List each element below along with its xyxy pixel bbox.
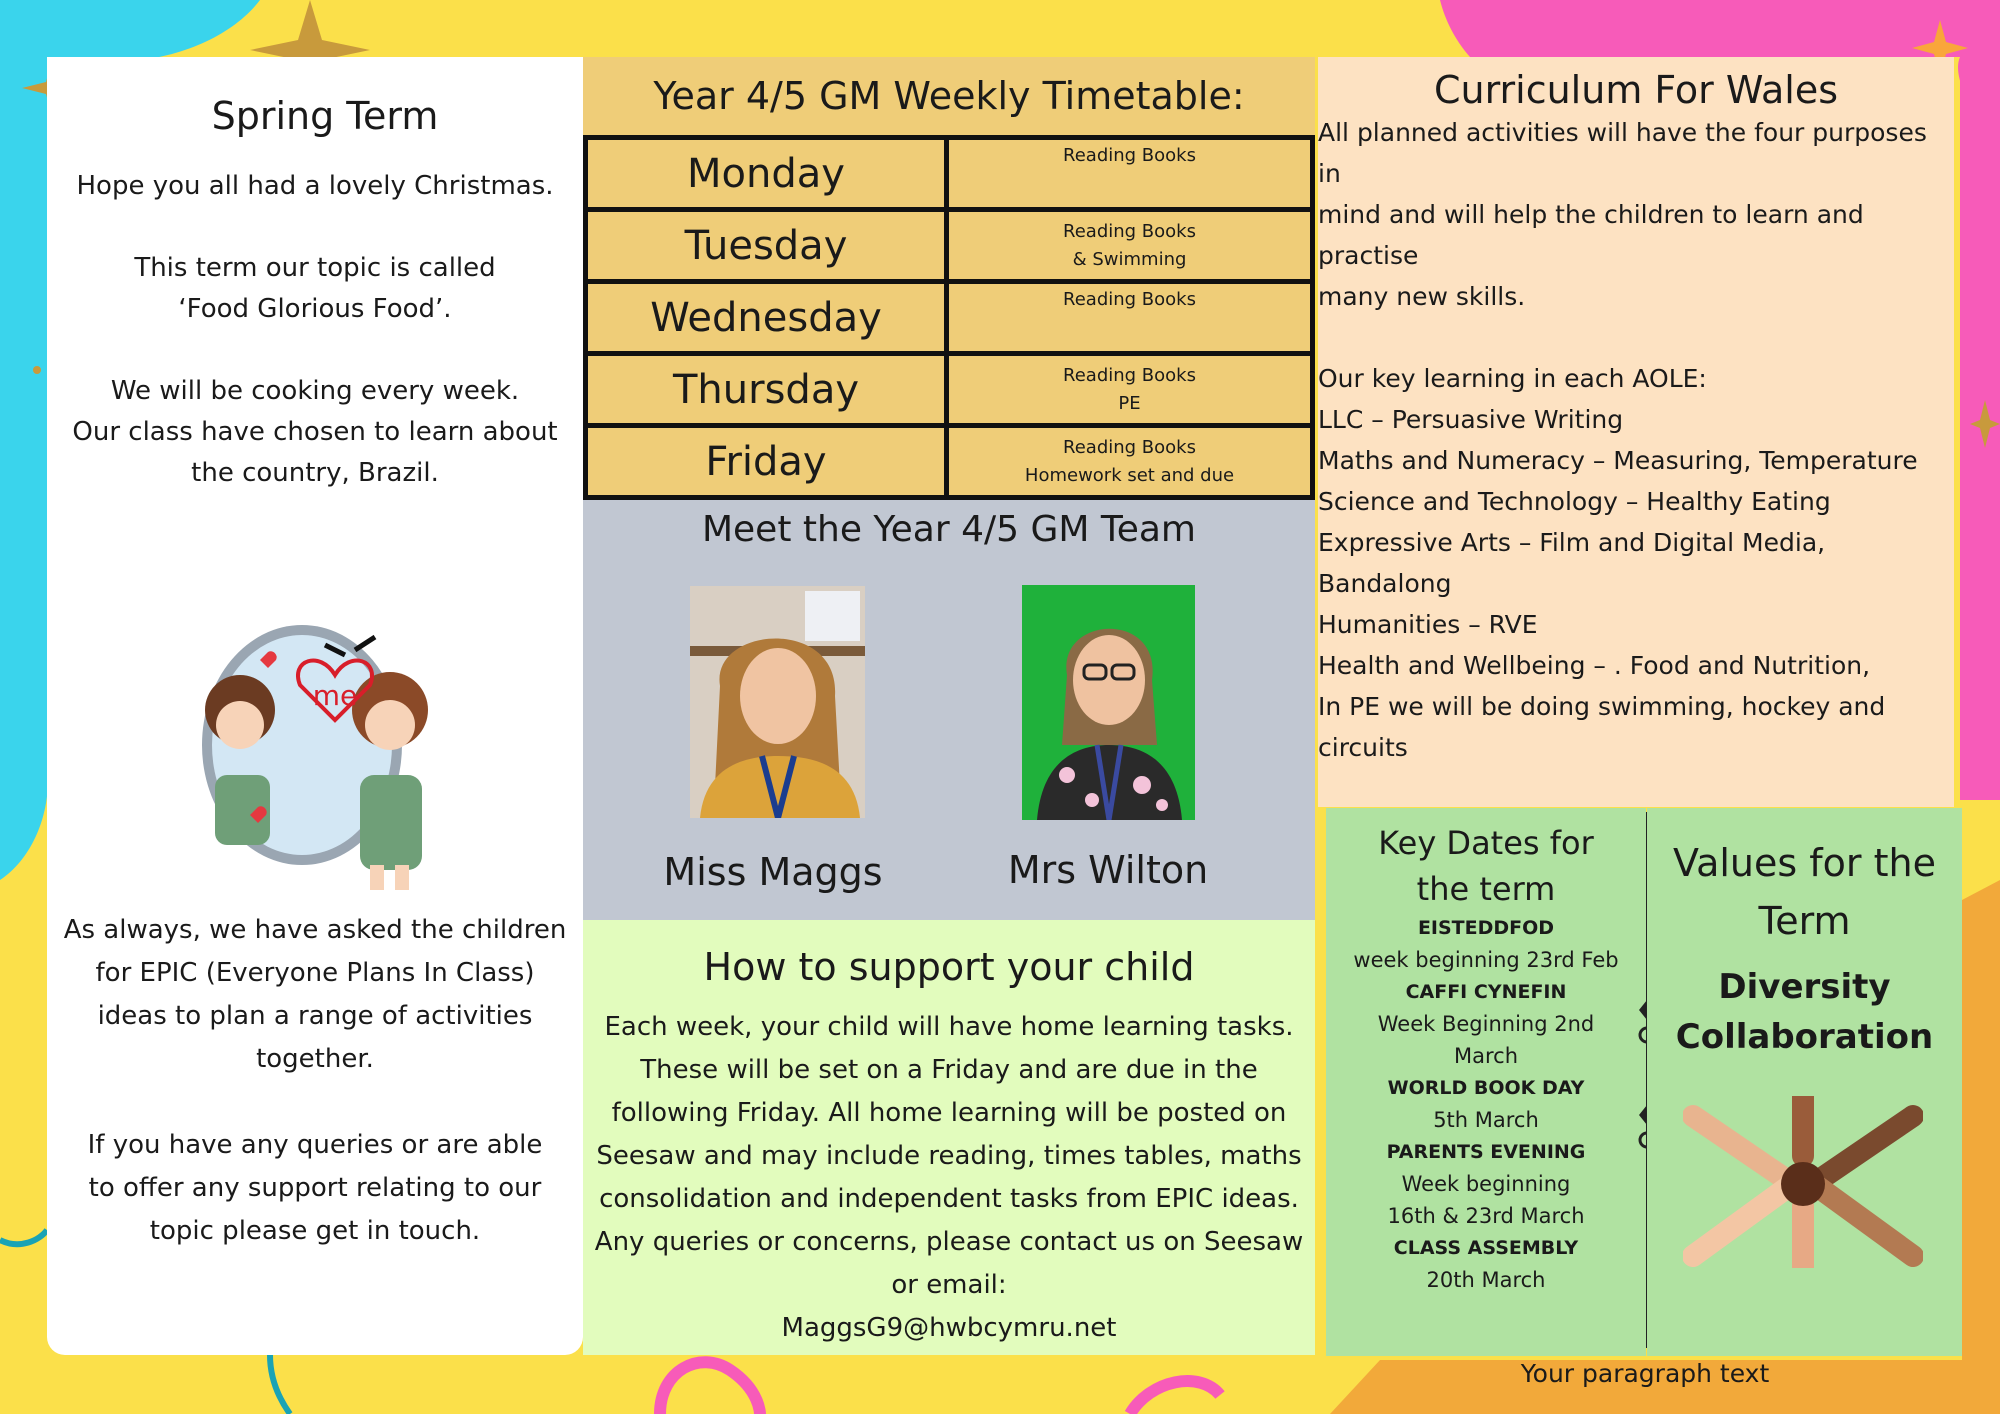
timetable-row — [586, 210, 1313, 282]
event-date: week beginning 23rd Feb — [1353, 948, 1619, 972]
timetable-activity — [947, 354, 1313, 426]
timetable-row — [586, 282, 1313, 354]
epic-line-3: ideas to plan a range of activities — [97, 1001, 533, 1031]
event-name: CAFFI CYNEFIN — [1405, 981, 1567, 1003]
event-name: PARENTS EVENING — [1386, 1141, 1586, 1163]
mirror-illustration — [190, 615, 470, 890]
timetable-day: Wednesday — [586, 282, 947, 354]
support-line-5: consolidation and independent tasks from EPIC ideas. — [599, 1184, 1299, 1214]
curriculum-intro-3: many new skills. — [1318, 282, 1526, 311]
timetable-activity — [947, 138, 1313, 210]
support-title: How to support your child — [703, 945, 1195, 989]
event-date: 5th March — [1433, 1108, 1539, 1132]
queries-line-3: topic please get in touch. — [149, 1216, 481, 1246]
brazil-line-1: Our class have chosen to learn about — [72, 417, 558, 447]
mirror-me-text: me — [312, 679, 358, 712]
support-line-6: Any queries or concerns, please contact us on Seesaw — [594, 1227, 1304, 1257]
values-title-2: Term — [1758, 899, 1851, 943]
timetable-title: Year 4/5 GM Weekly Timetable: — [583, 57, 1315, 135]
activity-line-2: PE — [1118, 392, 1141, 414]
support-line-4: Seesaw and may include reading, times tables, maths — [596, 1141, 1302, 1171]
event-date: Week beginning 16th & 23rd March — [1387, 1172, 1585, 1228]
event-name: EISTEDDFOD — [1417, 917, 1555, 939]
value-collaboration: Collaboration — [1675, 1017, 1934, 1057]
curriculum-item: Health and Wellbeing – . Food and Nutrition, — [1318, 651, 1871, 680]
curriculum-intro-1: All planned activities will have the four purposes in — [1318, 118, 1927, 188]
curriculum-panel — [1318, 57, 1954, 807]
spring-term-title: Spring Term — [211, 94, 439, 138]
timetable-activity — [947, 282, 1313, 354]
cooking-text: We will be cooking every week. — [110, 376, 520, 406]
curriculum-item: LLC – Persuasive Writing — [1318, 405, 1624, 434]
timetable-day: Tuesday — [586, 210, 947, 282]
key-dates-title-2: the term — [1416, 870, 1556, 908]
timetable-day: Thursday — [586, 354, 947, 426]
queries-line-2: to offer any support relating to our — [88, 1173, 542, 1203]
timetable-day: Monday — [586, 138, 947, 210]
support-line-1: Each week, your child will have home learning tasks. — [604, 1012, 1294, 1042]
value-diversity: Diversity — [1718, 967, 1891, 1007]
key-dates-panel — [1326, 808, 1646, 1356]
event-date: 20th March — [1426, 1268, 1546, 1292]
timetable-row — [586, 354, 1313, 426]
curriculum-item: Humanities – RVE — [1318, 610, 1538, 639]
curriculum-intro-2: mind and will help the children to learn and practise — [1318, 200, 1864, 270]
support-panel — [583, 920, 1315, 1355]
activity-line-1: Reading Books — [1063, 289, 1196, 310]
support-line-3: following Friday. All home learning will be posted on — [611, 1098, 1287, 1128]
brazil-line-2: the country, Brazil. — [191, 458, 439, 488]
activity-line-2: Homework set and due — [1024, 464, 1235, 486]
support-line-2: These will be set on a Friday and are due in the — [640, 1055, 1258, 1085]
curriculum-item: Science and Technology – Healthy Eating — [1318, 487, 1831, 516]
miss-maggs-photo — [690, 586, 865, 818]
key-dates-title-1: Key Dates for — [1378, 824, 1594, 862]
activity-line-1: Reading Books — [1063, 220, 1196, 242]
mrs-wilton-photo — [1022, 585, 1195, 820]
timetable-activity — [947, 426, 1313, 498]
footer-paragraph[interactable]: Your paragraph text — [1520, 1359, 1770, 1388]
support-body — [583, 1006, 1315, 1350]
team-member-2-name: Mrs Wilton — [1007, 848, 1209, 892]
queries-line-1: If you have any queries or are able — [87, 1130, 543, 1160]
support-line-7: or email: — [891, 1270, 1007, 1300]
activity-line-1: Reading Books — [1063, 364, 1196, 386]
activity-line-1: Reading Books — [1063, 436, 1196, 458]
event-date: Week Beginning 2nd March — [1377, 1012, 1595, 1068]
support-email[interactable]: MaggsG9@hwbcymru.net — [781, 1313, 1117, 1343]
event-name: CLASS ASSEMBLY — [1393, 1237, 1579, 1259]
epic-content — [47, 909, 583, 1253]
curriculum-item: Expressive Arts – Film and Digital Media, Bandalong — [1318, 528, 1826, 598]
spring-term-content — [47, 88, 583, 494]
activity-line-1: Reading Books — [1063, 145, 1196, 166]
values-title-1: Values for the — [1673, 841, 1936, 885]
timetable-activity — [947, 210, 1313, 282]
values-panel — [1647, 808, 1962, 1356]
timetable-day: Friday — [586, 426, 947, 498]
event-name: WORLD BOOK DAY — [1387, 1077, 1585, 1099]
curriculum-item: Maths and Numeracy – Measuring, Temperature — [1318, 446, 1918, 475]
activity-line-2: & Swimming — [1072, 248, 1187, 270]
team-panel — [583, 500, 1315, 920]
team-title: Meet the Year 4/5 GM Team — [701, 509, 1197, 550]
hands-illustration — [1683, 1096, 1923, 1268]
topic-line-1: This term our topic is called — [134, 253, 496, 283]
curriculum-key-heading: Our key learning in each AOLE: — [1318, 364, 1707, 393]
epic-line-4: together. — [256, 1044, 374, 1074]
team-member-1-name: Miss Maggs — [663, 850, 883, 894]
timetable-row — [586, 138, 1313, 210]
curriculum-title: Curriculum For Wales — [1433, 68, 1839, 112]
topic-line-2: ‘Food Glorious Food’. — [178, 294, 452, 324]
epic-line-1: As always, we have asked the children — [63, 915, 567, 945]
epic-line-2: for EPIC (Everyone Plans In Class) — [95, 958, 535, 988]
timetable-row — [586, 426, 1313, 498]
timetable — [583, 135, 1315, 500]
curriculum-item: In PE we will be doing swimming, hockey and circuits — [1318, 692, 1886, 762]
greeting-text: Hope you all had a lovely Christmas. — [76, 171, 554, 201]
